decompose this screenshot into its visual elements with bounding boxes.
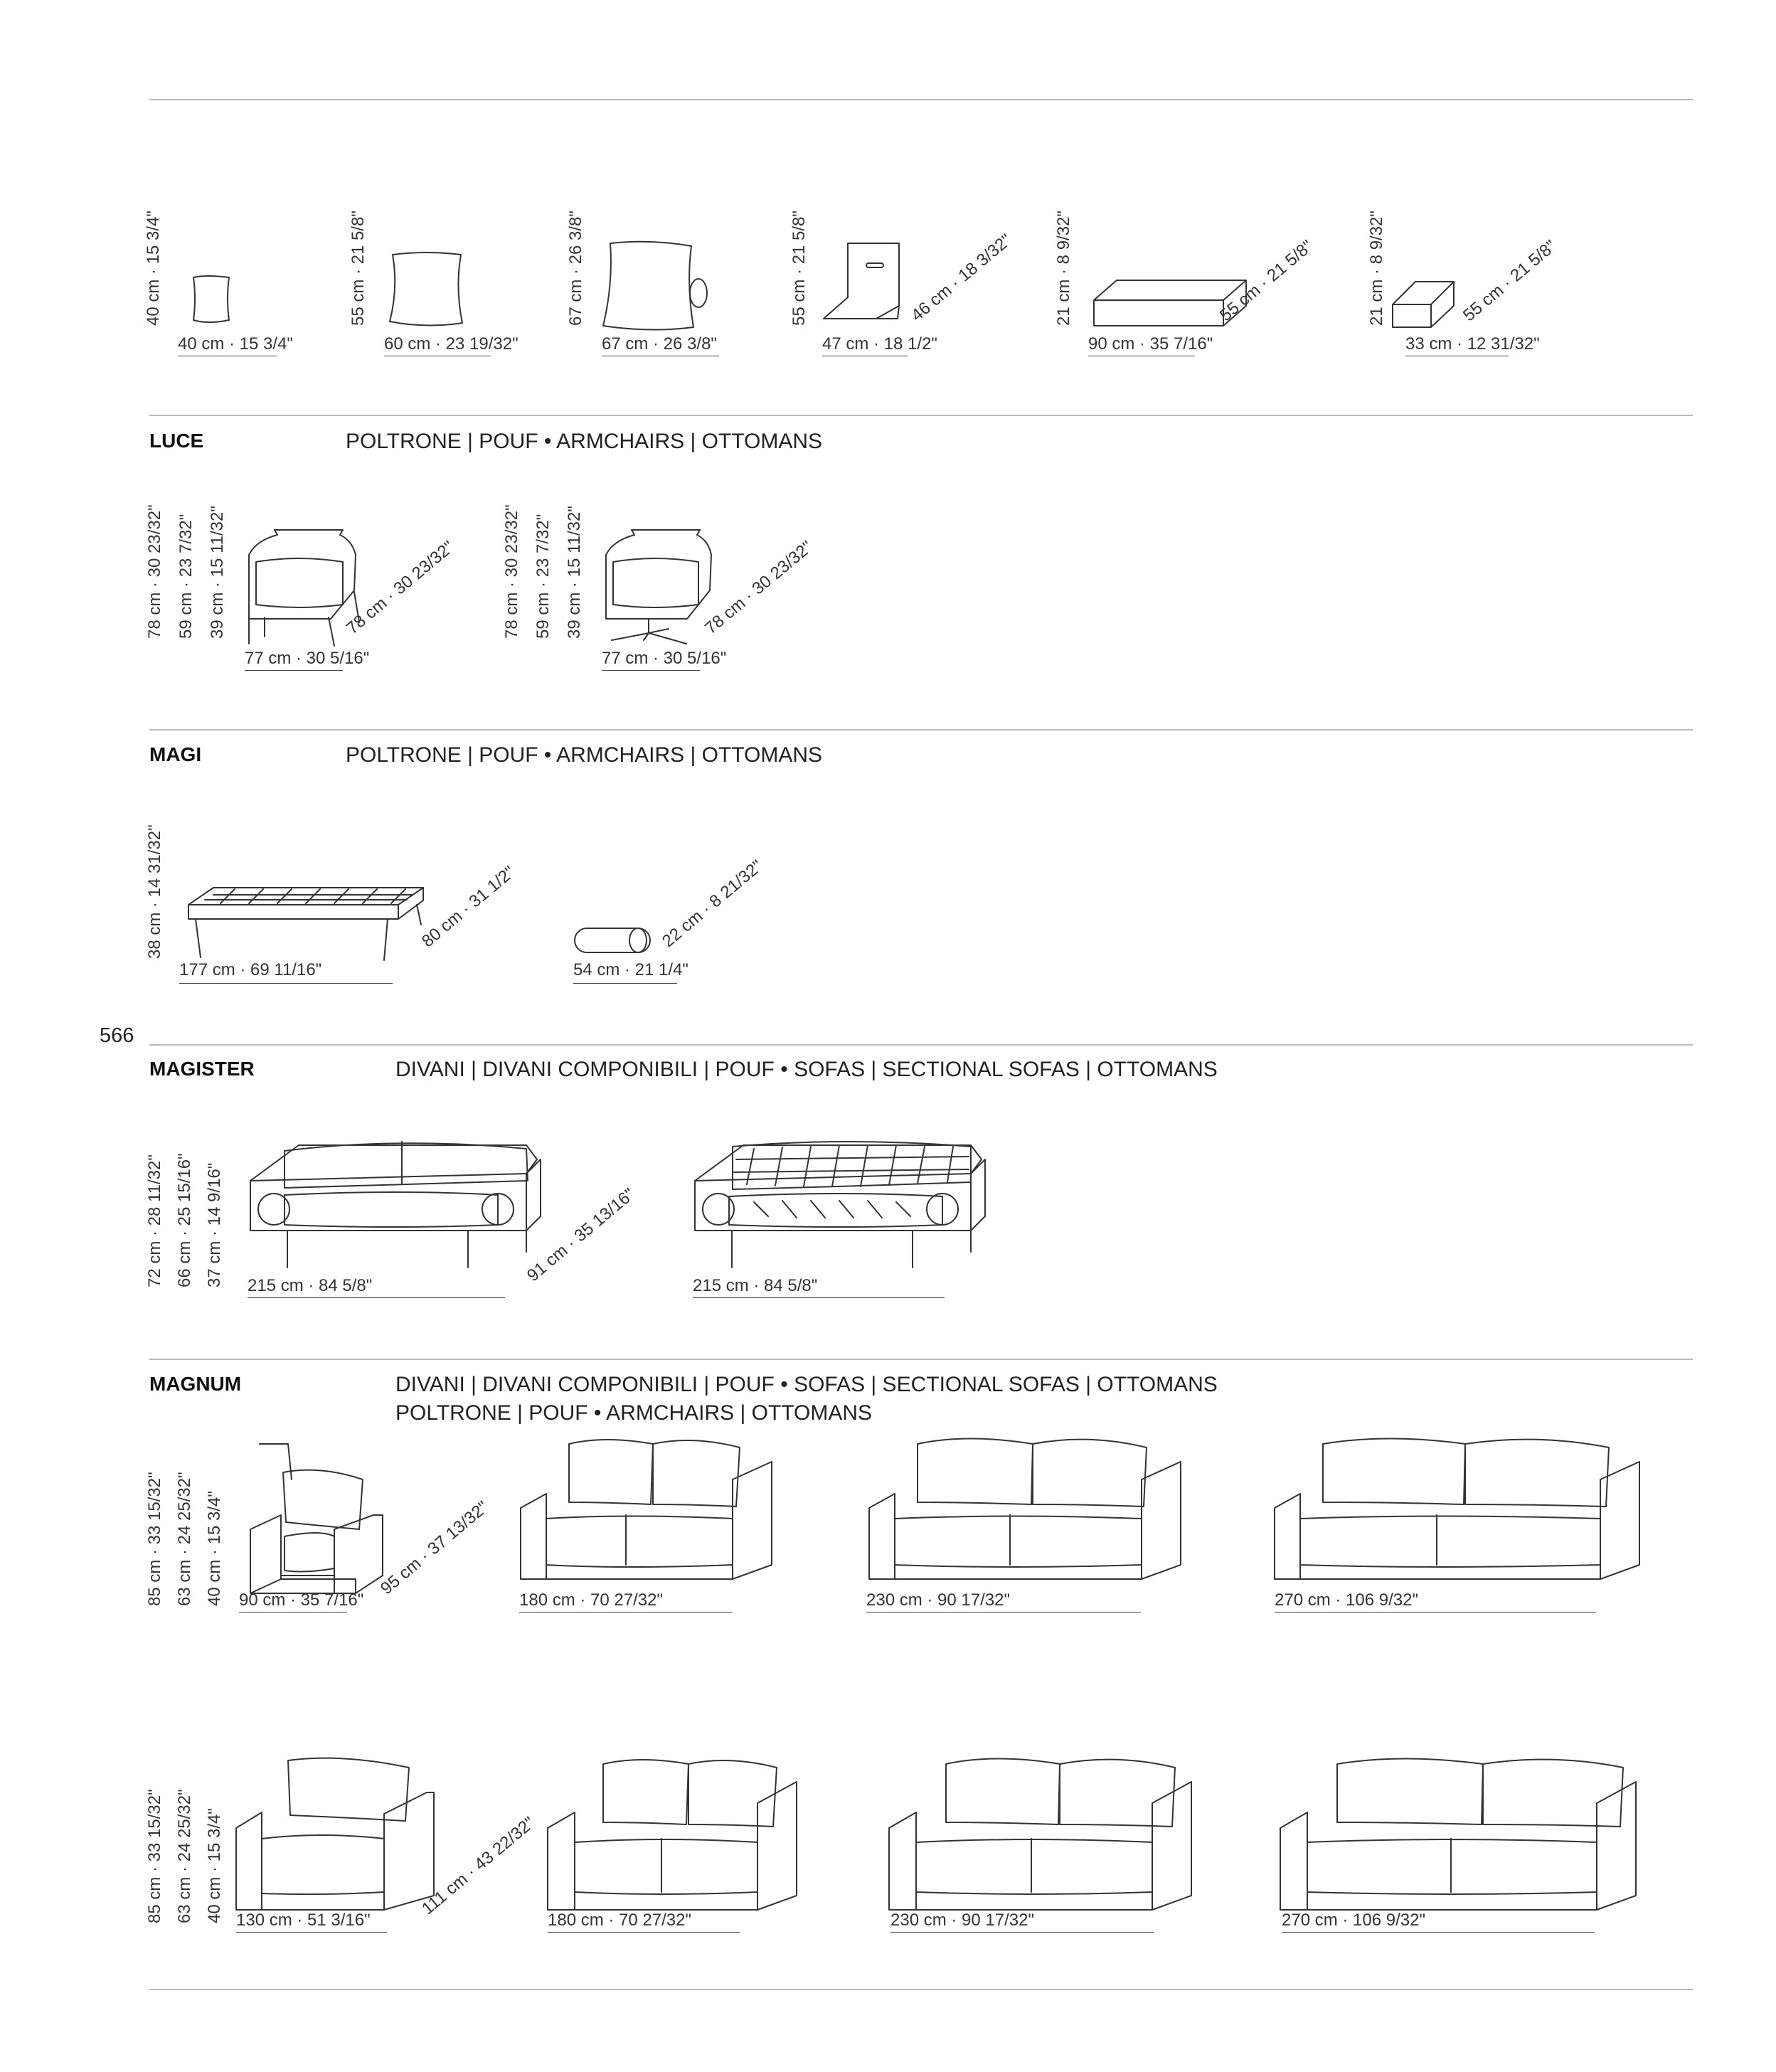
dim-c2-width: 60 cm · 23 19/32" <box>384 334 519 354</box>
magnum-sofa-230 <box>869 1439 1181 1580</box>
dim-magister-s1-width: 215 cm · 84 5/8" <box>248 1276 373 1295</box>
subtitle-en: ARMCHAIRS | OTTOMANS <box>556 743 823 767</box>
luce-armchair-legs <box>249 530 359 646</box>
section-title-magister: MAGISTER <box>149 1058 255 1080</box>
dim-luce-a2-h1: 78 cm · 30 23/32" <box>502 504 521 639</box>
dim-c4-height: 55 cm · 21 5/8" <box>789 211 809 326</box>
magnum-sofa-270 <box>1275 1439 1639 1580</box>
dim-magnum-r1-sofa230: 230 cm · 90 17/32" <box>866 1590 1010 1610</box>
subtitle-en: SOFAS | SECTIONAL SOFAS | OTTOMANS <box>794 1373 1218 1396</box>
subtitle-en: ARMCHAIRS | OTTOMANS <box>606 1401 873 1425</box>
dim-magi-o1-depth: 80 cm · 31 1/2" <box>418 862 519 952</box>
subtitle-en: ARMCHAIRS | OTTOMANS <box>556 430 823 453</box>
magnum-armchair-90 <box>250 1444 383 1593</box>
magister-sofa-tufted <box>695 1142 985 1268</box>
dim-magnum-r2-armchair-width: 130 cm · 51 3/16" <box>236 1911 371 1930</box>
dim-magnum-r1-h1: 85 cm · 33 15/32" <box>145 1472 164 1606</box>
magi-tufted-ottoman <box>188 888 423 960</box>
dim-luce-a1-h3: 39 cm · 15 11/32" <box>208 506 227 639</box>
dim-line <box>573 983 677 984</box>
dim-magister-h3: 37 cm · 14 9/16" <box>205 1162 224 1287</box>
dim-c5-height: 21 cm · 8 9/32" <box>1054 211 1073 326</box>
dim-magister-s2-width: 215 cm · 84 5/8" <box>693 1276 818 1295</box>
dim-c1-height: 40 cm · 15 3/4" <box>144 211 163 326</box>
dim-line <box>236 1932 387 1933</box>
dim-magnum-r2-h1: 85 cm · 33 15/32" <box>145 1789 164 1923</box>
dim-c4-width: 47 cm · 18 1/2" <box>822 334 937 354</box>
dim-line <box>239 1612 347 1613</box>
dim-magi-o2-width: 54 cm · 21 1/4" <box>573 960 688 979</box>
section-title-magi: MAGI <box>149 743 202 765</box>
dim-luce-a1-h1: 78 cm · 30 23/32" <box>145 504 164 639</box>
subtitle-en: SOFAS | SECTIONAL SOFAS | OTTOMANS <box>794 1058 1218 1081</box>
cushion-square-medium <box>390 253 462 326</box>
dim-magnum-r1-sofa270: 270 cm · 106 9/32" <box>1275 1590 1418 1610</box>
dim-luce-a1-h2: 59 cm · 23 7/32" <box>176 514 196 639</box>
dim-line <box>1275 1612 1596 1613</box>
subtitle-it: DIVANI | DIVANI COMPONIBILI | POUF • <box>395 1058 788 1081</box>
dim-c1-width: 40 cm · 15 3/4" <box>178 334 293 354</box>
dim-line <box>602 670 700 671</box>
dim-magnum-r2-sofa270: 270 cm · 106 9/32" <box>1282 1911 1425 1930</box>
dim-c5-width: 90 cm · 35 7/16" <box>1088 334 1213 354</box>
dim-line <box>693 1297 945 1298</box>
dim-luce-a2-depth: 78 cm · 30 23/32" <box>701 537 817 639</box>
dim-c2-height: 55 cm · 21 5/8" <box>349 211 368 326</box>
dim-c3-width: 67 cm · 26 3/8" <box>602 334 717 354</box>
dim-magnum-r2-h2: 63 cm · 24 25/32" <box>175 1789 194 1923</box>
cushion-short-block <box>1393 282 1454 327</box>
magnum-armchair-130 <box>236 1758 434 1910</box>
dim-c6-depth: 55 cm · 21 5/8" <box>1459 236 1560 326</box>
dim-magi-o1-width: 177 cm · 69 11/16" <box>179 960 322 979</box>
section-title-luce: LUCE <box>149 430 204 452</box>
dim-magister-h2: 66 cm · 25 15/16" <box>175 1153 194 1287</box>
dim-magi-o2-depth: 22 cm · 8 21/32" <box>659 856 767 952</box>
luce-armchair-swivel <box>606 530 711 644</box>
cushion-backrest <box>824 243 899 319</box>
dim-c3-height: 67 cm · 26 3/8" <box>566 211 585 326</box>
dim-luce-a1-depth: 78 cm · 30 23/32" <box>343 537 458 639</box>
magnum-sofa-180 <box>521 1440 772 1579</box>
dim-luce-a1-width: 77 cm · 30 5/16" <box>245 649 370 668</box>
dim-c6-height: 21 cm · 8 9/32" <box>1367 211 1386 326</box>
dim-magnum-r1-sofa180: 180 cm · 70 27/32" <box>519 1590 663 1610</box>
dim-magister-h1: 72 cm · 28 11/32" <box>145 1154 164 1287</box>
page-number: 566 <box>100 1024 134 1047</box>
dim-line <box>519 1612 733 1613</box>
dim-line <box>245 670 343 671</box>
dim-luce-a2-h3: 39 cm · 15 11/32" <box>565 506 584 639</box>
dim-c5-depth: 55 cm · 21 5/8" <box>1216 236 1317 326</box>
magnum-sofa-230-b <box>889 1759 1191 1911</box>
subtitle-it: POLTRONE | POUF • <box>346 743 552 767</box>
dim-magnum-r2-h3: 40 cm · 15 3/4" <box>205 1808 224 1923</box>
dim-luce-a2-width: 77 cm · 30 5/16" <box>602 649 727 668</box>
dim-line <box>866 1612 1141 1613</box>
dim-magnum-r1-h3: 40 cm · 15 3/4" <box>205 1491 224 1606</box>
dim-magnum-r1-armchair-depth: 95 cm · 37 13/32" <box>377 1497 492 1599</box>
dim-line <box>179 983 393 984</box>
cushion-large-with-bolster <box>603 242 707 330</box>
subtitle-it: POLTRONE | POUF • <box>346 430 552 453</box>
dim-magi-o1-height: 38 cm · 14 31/32" <box>145 824 164 959</box>
dim-line <box>890 1932 1154 1933</box>
dim-magnum-r2-sofa180: 180 cm · 70 27/32" <box>548 1911 691 1930</box>
magnum-sofa-270-b <box>1280 1759 1636 1911</box>
dim-magnum-r1-armchair-width: 90 cm · 35 7/16" <box>239 1590 364 1610</box>
subtitle-it: POLTRONE | POUF • <box>395 1401 602 1425</box>
dim-magnum-r2-sofa230: 230 cm · 90 17/32" <box>890 1911 1034 1930</box>
magnum-sofa-180-b <box>548 1760 797 1910</box>
dim-magnum-r2-armchair-depth: 111 cm · 43 22/32" <box>418 1813 539 1919</box>
dim-line <box>1282 1932 1595 1933</box>
magi-bolster-ottoman <box>575 928 650 952</box>
cushion-square-small <box>193 276 229 322</box>
dim-c6-width: 33 cm · 12 31/32" <box>1405 334 1540 354</box>
dim-luce-a2-h2: 59 cm · 23 7/32" <box>533 514 553 639</box>
dim-c4-depth: 46 cm · 18 3/32" <box>908 230 1016 326</box>
magister-sofa-plain <box>250 1142 541 1268</box>
dim-magister-s1-depth: 91 cm · 35 13/16" <box>523 1184 639 1286</box>
subtitle-it: DIVANI | DIVANI COMPONIBILI | POUF • <box>395 1373 788 1396</box>
dim-line <box>548 1932 740 1933</box>
dim-magnum-r1-h2: 63 cm · 24 25/32" <box>175 1472 194 1606</box>
dim-line <box>248 1297 505 1298</box>
section-title-magnum: MAGNUM <box>149 1373 242 1395</box>
